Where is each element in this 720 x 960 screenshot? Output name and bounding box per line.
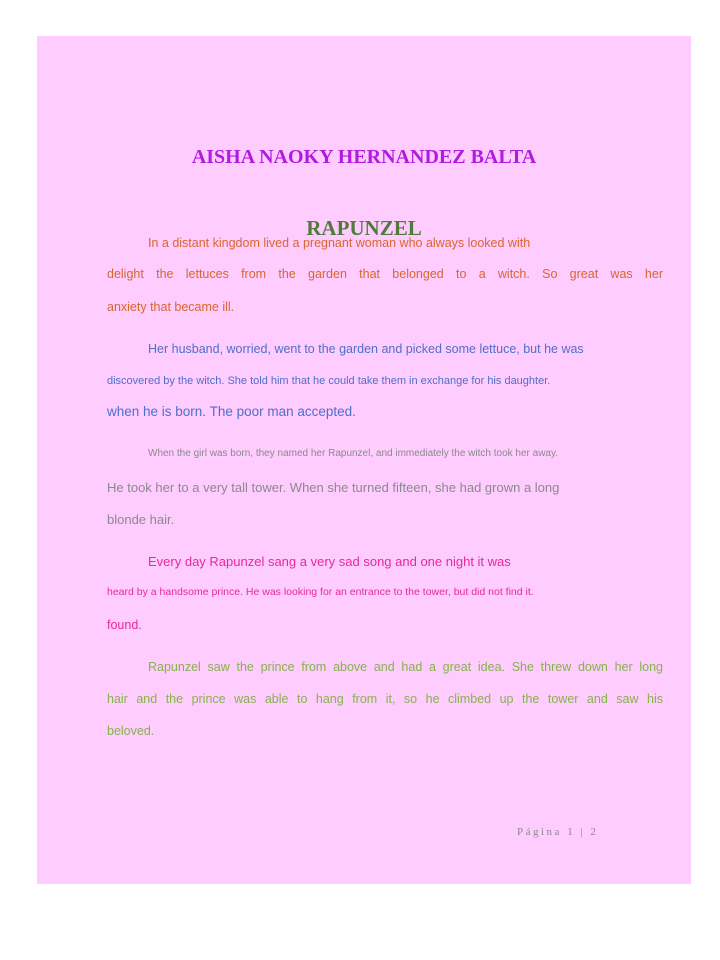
document-page <box>37 36 691 884</box>
paragraph-line: found. <box>107 618 142 632</box>
page-number-footer: Página 1 | 2 <box>517 826 599 838</box>
paragraph-line: heard by a handsome prince. He was looking for an entrance to the tower, but did not find it. <box>107 586 534 598</box>
paragraph-line: He took her to a very tall tower. When she turned fifteen, she had grown a long <box>107 480 560 495</box>
paragraph-line: hair and the prince was able to hang from it, so he climbed up the tower and saw his <box>107 692 663 706</box>
paragraph-line: anxiety that became ill. <box>107 300 235 314</box>
paragraph-line: beloved. <box>107 724 155 738</box>
paragraph-line: Every day Rapunzel sang a very sad song and one night it was <box>148 554 511 569</box>
story-title: RAPUNZEL <box>306 216 422 240</box>
paragraph-line: When the girl was born, they named her Rapunzel, and immediately the witch took her away. <box>148 448 559 459</box>
paragraph-line: Rapunzel saw the prince from above and had a great idea. She threw down her long <box>148 660 663 674</box>
paragraph-line: when he is born. The poor man accepted. <box>107 404 356 419</box>
paragraph-line: Her husband, worried, went to the garden and picked some lettuce, but he was <box>148 342 584 356</box>
author-name: AISHA NAOKY HERNANDEZ BALTA <box>191 146 537 168</box>
paragraph-line: In a distant kingdom lived a pregnant woman who always looked with <box>148 236 531 250</box>
paragraph-line: discovered by the witch. She told him that he could take them in exchange for his daughter. <box>107 375 551 387</box>
paragraph-line: delight the lettuces from the garden that belonged to a witch. So great was her <box>107 267 663 281</box>
paragraph-line: blonde hair. <box>107 512 175 527</box>
